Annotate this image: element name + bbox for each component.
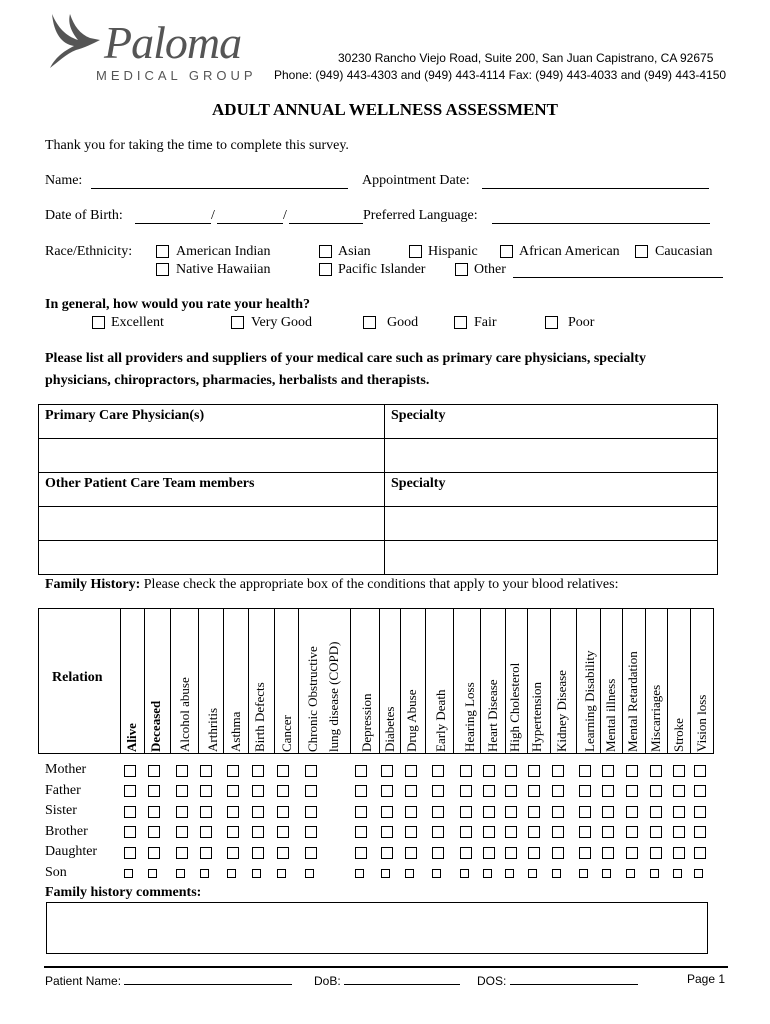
family-history-checkbox[interactable] [673, 785, 685, 797]
family-history-checkbox[interactable] [355, 765, 367, 777]
family-history-checkbox[interactable] [277, 826, 289, 838]
family-history-checkbox[interactable] [626, 785, 638, 797]
family-history-column-header: Early Death [433, 689, 448, 752]
family-history-checkbox[interactable] [528, 826, 540, 838]
family-history-checkbox[interactable] [124, 847, 136, 859]
family-history-checkbox[interactable] [124, 765, 136, 777]
family-history-checkbox[interactable] [460, 785, 472, 797]
family-history-checkbox[interactable] [305, 826, 317, 838]
family-history-text: Please check the appropriate box of the conditions that apply to your blood relatives: [143, 577, 619, 592]
family-history-checkbox[interactable] [305, 869, 314, 878]
race-option: Other [474, 262, 506, 277]
family-history-checkbox[interactable] [355, 806, 367, 818]
family-history-column-header: Deceased [148, 700, 163, 752]
footer-patient-name-label: Patient Name: [45, 974, 122, 988]
family-history-checkbox[interactable] [405, 826, 417, 838]
family-history-column-header: Hearing Loss [462, 682, 477, 752]
family-history-checkbox[interactable] [381, 826, 393, 838]
family-history-column-header: Stroke [671, 718, 686, 752]
family-history-column-header: High Cholesterol [507, 662, 522, 752]
family-history-checkbox[interactable] [355, 826, 367, 838]
race-option: African American [519, 244, 620, 259]
footer-dos-label: DOS: [477, 974, 507, 988]
family-history-checkbox[interactable] [650, 765, 662, 777]
family-history-column-header: Hypertension [529, 681, 544, 752]
family-history-checkbox[interactable] [460, 806, 472, 818]
family-history-checkbox[interactable] [405, 847, 417, 859]
family-history-checkbox[interactable] [694, 847, 706, 859]
family-history-checkbox[interactable] [227, 765, 239, 777]
race-option: Native Hawaiian [176, 262, 271, 277]
health-checkbox[interactable] [454, 316, 467, 329]
family-history-checkbox[interactable] [124, 785, 136, 797]
race-checkbox[interactable] [455, 263, 468, 276]
family-history-checkbox[interactable] [673, 847, 685, 859]
family-comments-label: Family history comments: [45, 885, 202, 900]
footer-patient-name [45, 972, 292, 988]
dove-icon [44, 10, 104, 70]
family-history-checkbox[interactable] [505, 765, 517, 777]
family-history-checkbox[interactable] [305, 785, 317, 797]
relation-label: Sister [45, 803, 77, 818]
intro-text: Thank you for taking the time to complete this survey. [45, 138, 349, 153]
family-history-checkbox[interactable] [650, 785, 662, 797]
family-history-column-header: Miscarriages [648, 684, 663, 752]
family-history-checkbox[interactable] [626, 869, 635, 878]
specialty-cell[interactable] [385, 541, 718, 575]
family-history-checkbox[interactable] [277, 869, 286, 878]
family-history-checkbox[interactable] [381, 765, 393, 777]
family-history-column-header: Cancer [279, 715, 294, 752]
family-history-checkbox[interactable] [505, 826, 517, 838]
family-history-column-divider [350, 609, 351, 754]
family-history-checkbox[interactable] [483, 785, 495, 797]
race-checkbox[interactable] [319, 245, 332, 258]
providers-instruction: Please list all providers and suppliers of your medical care such as primary care physicians, specialty [45, 351, 646, 366]
family-history-column-divider [550, 609, 551, 754]
family-history-checkbox[interactable] [432, 847, 444, 859]
family-history-checkbox[interactable] [650, 826, 662, 838]
family-history-checkbox[interactable] [552, 869, 561, 878]
family-history-checkbox[interactable] [227, 847, 239, 859]
family-history-checkbox[interactable] [528, 847, 540, 859]
family-history-checkbox[interactable] [505, 847, 517, 859]
family-history-checkbox[interactable] [305, 806, 317, 818]
appointment-label: Appointment Date: [362, 173, 470, 188]
language-field[interactable] [492, 222, 710, 224]
family-history-checkbox[interactable] [460, 869, 469, 878]
family-history-checkbox[interactable] [694, 785, 706, 797]
dob-month-field[interactable] [135, 222, 211, 224]
team-cell[interactable] [39, 541, 385, 575]
family-history-checkbox[interactable] [148, 765, 160, 777]
family-history-checkbox[interactable] [528, 806, 540, 818]
family-history-checkbox[interactable] [602, 765, 614, 777]
family-history-checkbox[interactable] [626, 847, 638, 859]
family-history-checkbox[interactable] [432, 869, 441, 878]
family-history-column-header: Arthritis [205, 707, 220, 752]
family-history-checkbox[interactable] [432, 826, 444, 838]
family-history-instruction [45, 577, 618, 593]
family-history-column-header: Alcohol abuse [177, 677, 192, 752]
family-history-column-divider [453, 609, 454, 754]
family-history-checkbox[interactable] [552, 826, 564, 838]
family-history-column-divider [144, 609, 145, 754]
header-phone: Phone: (949) 443-4303 and (949) 443-4114 Fax: (949) 443-4033 and (949) 443-4150 [274, 68, 727, 82]
family-history-checkbox[interactable] [432, 806, 444, 818]
family-comments-box[interactable] [46, 902, 708, 954]
footer-dob [314, 972, 460, 988]
family-history-checkbox[interactable] [176, 785, 188, 797]
family-history-checkbox[interactable] [124, 806, 136, 818]
family-history-checkbox[interactable] [176, 847, 188, 859]
family-history-checkbox[interactable] [626, 826, 638, 838]
family-history-column-divider [170, 609, 171, 754]
family-history-column-divider [198, 609, 199, 754]
name-label: Name: [45, 173, 83, 188]
family-history-checkbox[interactable] [176, 826, 188, 838]
providers-instruction: physicians, chiropractors, pharmacies, herbalists and therapists. [45, 373, 430, 388]
family-history-checkbox[interactable] [460, 847, 472, 859]
family-history-column-divider [120, 609, 121, 754]
family-history-column-divider [248, 609, 249, 754]
family-history-column-header: Learning Disability [582, 650, 597, 752]
specialty-header: Specialty [385, 473, 718, 507]
family-history-checkbox[interactable] [148, 847, 160, 859]
family-history-checkbox[interactable] [579, 806, 591, 818]
family-history-checkbox[interactable] [148, 826, 160, 838]
specialty-header: Specialty [385, 405, 718, 439]
family-history-column-header: Mental illness [603, 678, 618, 752]
language-label: Preferred Language: [363, 208, 478, 223]
specialty-cell[interactable] [385, 439, 718, 473]
health-checkbox[interactable] [363, 316, 376, 329]
family-history-checkbox[interactable] [124, 826, 136, 838]
family-history-checkbox[interactable] [305, 765, 317, 777]
family-history-checkbox[interactable] [148, 806, 160, 818]
footer-page: Page 1 [687, 972, 726, 986]
family-history-checkbox[interactable] [432, 765, 444, 777]
family-history-checkbox[interactable] [694, 826, 706, 838]
family-history-checkbox[interactable] [200, 847, 212, 859]
family-history-checkbox[interactable] [483, 806, 495, 818]
health-checkbox[interactable] [92, 316, 105, 329]
relation-label: Brother [45, 824, 88, 839]
header-address: 30230 Rancho Viejo Road, Suite 200, San Juan Capistrano, CA 92675 [338, 51, 714, 65]
health-checkbox[interactable] [231, 316, 244, 329]
health-option: Very Good [251, 315, 313, 330]
family-history-checkbox[interactable] [505, 806, 517, 818]
footer-dob-field[interactable] [344, 972, 460, 985]
family-history-checkbox[interactable] [252, 765, 264, 777]
dob-slash: / [283, 208, 287, 223]
race-option: Hispanic [428, 244, 478, 259]
family-history-column-divider [400, 609, 401, 754]
family-history-column-header: Birth Defects [252, 682, 267, 752]
family-history-column-divider [645, 609, 646, 754]
family-history-column-header: Asthma [228, 711, 243, 752]
family-history-column-divider [298, 609, 299, 754]
family-history-checkbox[interactable] [650, 847, 662, 859]
family-history-checkbox[interactable] [673, 806, 685, 818]
dob-day-field[interactable] [217, 222, 283, 224]
race-checkbox[interactable] [500, 245, 513, 258]
health-option: Good [387, 315, 419, 330]
family-history-checkbox[interactable] [528, 869, 537, 878]
family-history-column-divider [223, 609, 224, 754]
family-history-checkbox[interactable] [227, 785, 239, 797]
family-history-label: Family History: [45, 577, 141, 592]
specialty-cell[interactable] [385, 507, 718, 541]
race-option: American Indian [176, 244, 271, 259]
family-history-column-divider [379, 609, 380, 754]
family-history-checkbox[interactable] [252, 847, 264, 859]
family-history-checkbox[interactable] [200, 806, 212, 818]
family-history-column-header: Heart Disease [485, 679, 500, 752]
family-history-checkbox[interactable] [305, 847, 317, 859]
family-history-column-divider [576, 609, 577, 754]
family-history-column-header: lung disease (COPD) [326, 641, 341, 752]
family-history-checkbox[interactable] [528, 765, 540, 777]
family-history-checkbox[interactable] [252, 785, 264, 797]
race-checkbox[interactable] [156, 245, 169, 258]
family-history-checkbox[interactable] [381, 806, 393, 818]
appointment-field[interactable] [482, 187, 709, 189]
race-label: Race/Ethnicity: [45, 244, 133, 259]
family-history-column-header: Alive [124, 723, 139, 752]
family-history-checkbox[interactable] [277, 806, 289, 818]
family-history-checkbox[interactable] [405, 806, 417, 818]
pcp-header: Primary Care Physician(s) [39, 405, 385, 439]
race-checkbox[interactable] [409, 245, 422, 258]
logo-name: Paloma [104, 17, 242, 68]
race-checkbox[interactable] [635, 245, 648, 258]
health-option: Excellent [111, 315, 164, 330]
family-history-checkbox[interactable] [200, 765, 212, 777]
family-history-checkbox[interactable] [432, 785, 444, 797]
health-question: In general, how would you rate your health? [45, 297, 310, 312]
logo-subtitle: MEDICAL GROUP [96, 68, 257, 83]
family-history-checkbox[interactable] [552, 847, 564, 859]
family-history-checkbox[interactable] [252, 826, 264, 838]
family-history-checkbox[interactable] [673, 826, 685, 838]
family-history-column-header: Diabetes [382, 706, 397, 752]
family-history-checkbox[interactable] [148, 785, 160, 797]
family-history-checkbox[interactable] [650, 806, 662, 818]
family-history-checkbox[interactable] [483, 765, 495, 777]
family-history-column-divider [690, 609, 691, 754]
dob-label: Date of Birth: [45, 208, 123, 223]
family-history-checkbox[interactable] [626, 806, 638, 818]
family-history-checkbox[interactable] [277, 847, 289, 859]
family-history-checkbox[interactable] [483, 869, 492, 878]
family-history-checkbox[interactable] [355, 847, 367, 859]
family-history-column-divider [480, 609, 481, 754]
page-title: ADULT ANNUAL WELLNESS ASSESSMENT [212, 100, 558, 119]
family-history-checkbox[interactable] [200, 826, 212, 838]
family-history-checkbox[interactable] [148, 869, 157, 878]
pcp-cell[interactable] [39, 439, 385, 473]
race-option: Pacific Islander [338, 262, 426, 277]
family-history-checkbox[interactable] [252, 806, 264, 818]
family-history-column-divider [667, 609, 668, 754]
family-history-checkbox[interactable] [602, 869, 611, 878]
name-field[interactable] [91, 187, 348, 189]
race-other-field[interactable] [513, 276, 723, 278]
footer-dos-field[interactable] [510, 972, 638, 985]
relation-header: Relation [52, 670, 103, 685]
family-history-checkbox[interactable] [694, 765, 706, 777]
footer-dos [477, 972, 638, 988]
family-history-checkbox[interactable] [673, 765, 685, 777]
family-history-checkbox[interactable] [552, 785, 564, 797]
family-history-checkbox[interactable] [252, 869, 261, 878]
family-history-checkbox[interactable] [405, 785, 417, 797]
relation-label: Mother [45, 762, 87, 777]
family-history-checkbox[interactable] [626, 765, 638, 777]
family-history-checkbox[interactable] [355, 785, 367, 797]
family-history-checkbox[interactable] [694, 806, 706, 818]
relation-label: Daughter [45, 844, 98, 859]
family-history-column-divider [622, 609, 623, 754]
family-history-checkbox[interactable] [579, 847, 591, 859]
family-history-checkbox[interactable] [227, 806, 239, 818]
family-history-checkbox[interactable] [124, 869, 133, 878]
footer-patient-name-field[interactable] [124, 972, 292, 985]
race-checkbox[interactable] [319, 263, 332, 276]
family-history-checkbox[interactable] [483, 847, 495, 859]
family-history-checkbox[interactable] [176, 765, 188, 777]
family-history-checkbox[interactable] [381, 847, 393, 859]
family-history-checkbox[interactable] [176, 869, 185, 878]
family-history-column-divider [274, 609, 275, 754]
family-history-column-divider [527, 609, 528, 754]
family-history-checkbox[interactable] [602, 847, 614, 859]
family-history-checkbox[interactable] [528, 785, 540, 797]
footer-dob-label: DoB: [314, 974, 341, 988]
family-history-checkbox[interactable] [460, 826, 472, 838]
family-history-column-header: Mental Retardation [625, 651, 640, 752]
family-history-column-header: Kidney Disease [554, 670, 569, 752]
family-history-checkbox[interactable] [381, 785, 393, 797]
health-option: Fair [474, 315, 497, 330]
family-history-column-divider [425, 609, 426, 754]
family-history-column-divider [600, 609, 601, 754]
team-header: Other Patient Care Team members [39, 473, 385, 507]
family-history-checkbox[interactable] [200, 869, 209, 878]
family-history-checkbox[interactable] [694, 869, 703, 878]
family-history-checkbox[interactable] [602, 785, 614, 797]
relation-label: Father [45, 783, 81, 798]
family-history-checkbox[interactable] [200, 785, 212, 797]
family-history-checkbox[interactable] [405, 869, 414, 878]
family-history-checkbox[interactable] [673, 869, 682, 878]
family-history-checkbox[interactable] [602, 826, 614, 838]
race-option: Caucasian [655, 244, 713, 259]
family-history-checkbox[interactable] [277, 785, 289, 797]
family-history-column-divider [505, 609, 506, 754]
team-cell[interactable] [39, 507, 385, 541]
family-history-checkbox[interactable] [552, 806, 564, 818]
dob-slash: / [211, 208, 215, 223]
family-history-checkbox[interactable] [579, 869, 588, 878]
dob-year-field[interactable] [289, 222, 363, 224]
family-history-column-header: Chronic Obstructive [305, 646, 320, 752]
providers-table [38, 404, 718, 575]
family-history-checkbox[interactable] [227, 869, 236, 878]
family-history-checkbox[interactable] [602, 806, 614, 818]
family-history-column-header: Drug Abuse [404, 689, 419, 752]
family-history-column-header: Vision loss [694, 694, 709, 752]
family-history-checkbox[interactable] [381, 869, 390, 878]
family-history-checkbox[interactable] [579, 785, 591, 797]
family-history-checkbox[interactable] [460, 765, 472, 777]
family-history-checkbox[interactable] [227, 826, 239, 838]
family-history-checkbox[interactable] [355, 869, 364, 878]
family-history-column-header: Depression [359, 693, 374, 752]
family-history-checkbox[interactable] [483, 826, 495, 838]
footer-divider [44, 966, 728, 968]
family-history-checkbox[interactable] [405, 765, 417, 777]
family-history-checkbox[interactable] [505, 785, 517, 797]
family-history-checkbox[interactable] [579, 826, 591, 838]
family-history-checkbox[interactable] [650, 869, 659, 878]
family-history-checkbox[interactable] [176, 806, 188, 818]
relation-label: Son [45, 865, 67, 880]
family-history-checkbox[interactable] [552, 765, 564, 777]
race-option: Asian [338, 244, 371, 259]
family-history-checkbox[interactable] [277, 765, 289, 777]
health-option: Poor [568, 315, 595, 330]
family-history-checkbox[interactable] [505, 869, 514, 878]
family-history-checkbox[interactable] [579, 765, 591, 777]
health-checkbox[interactable] [545, 316, 558, 329]
race-checkbox[interactable] [156, 263, 169, 276]
